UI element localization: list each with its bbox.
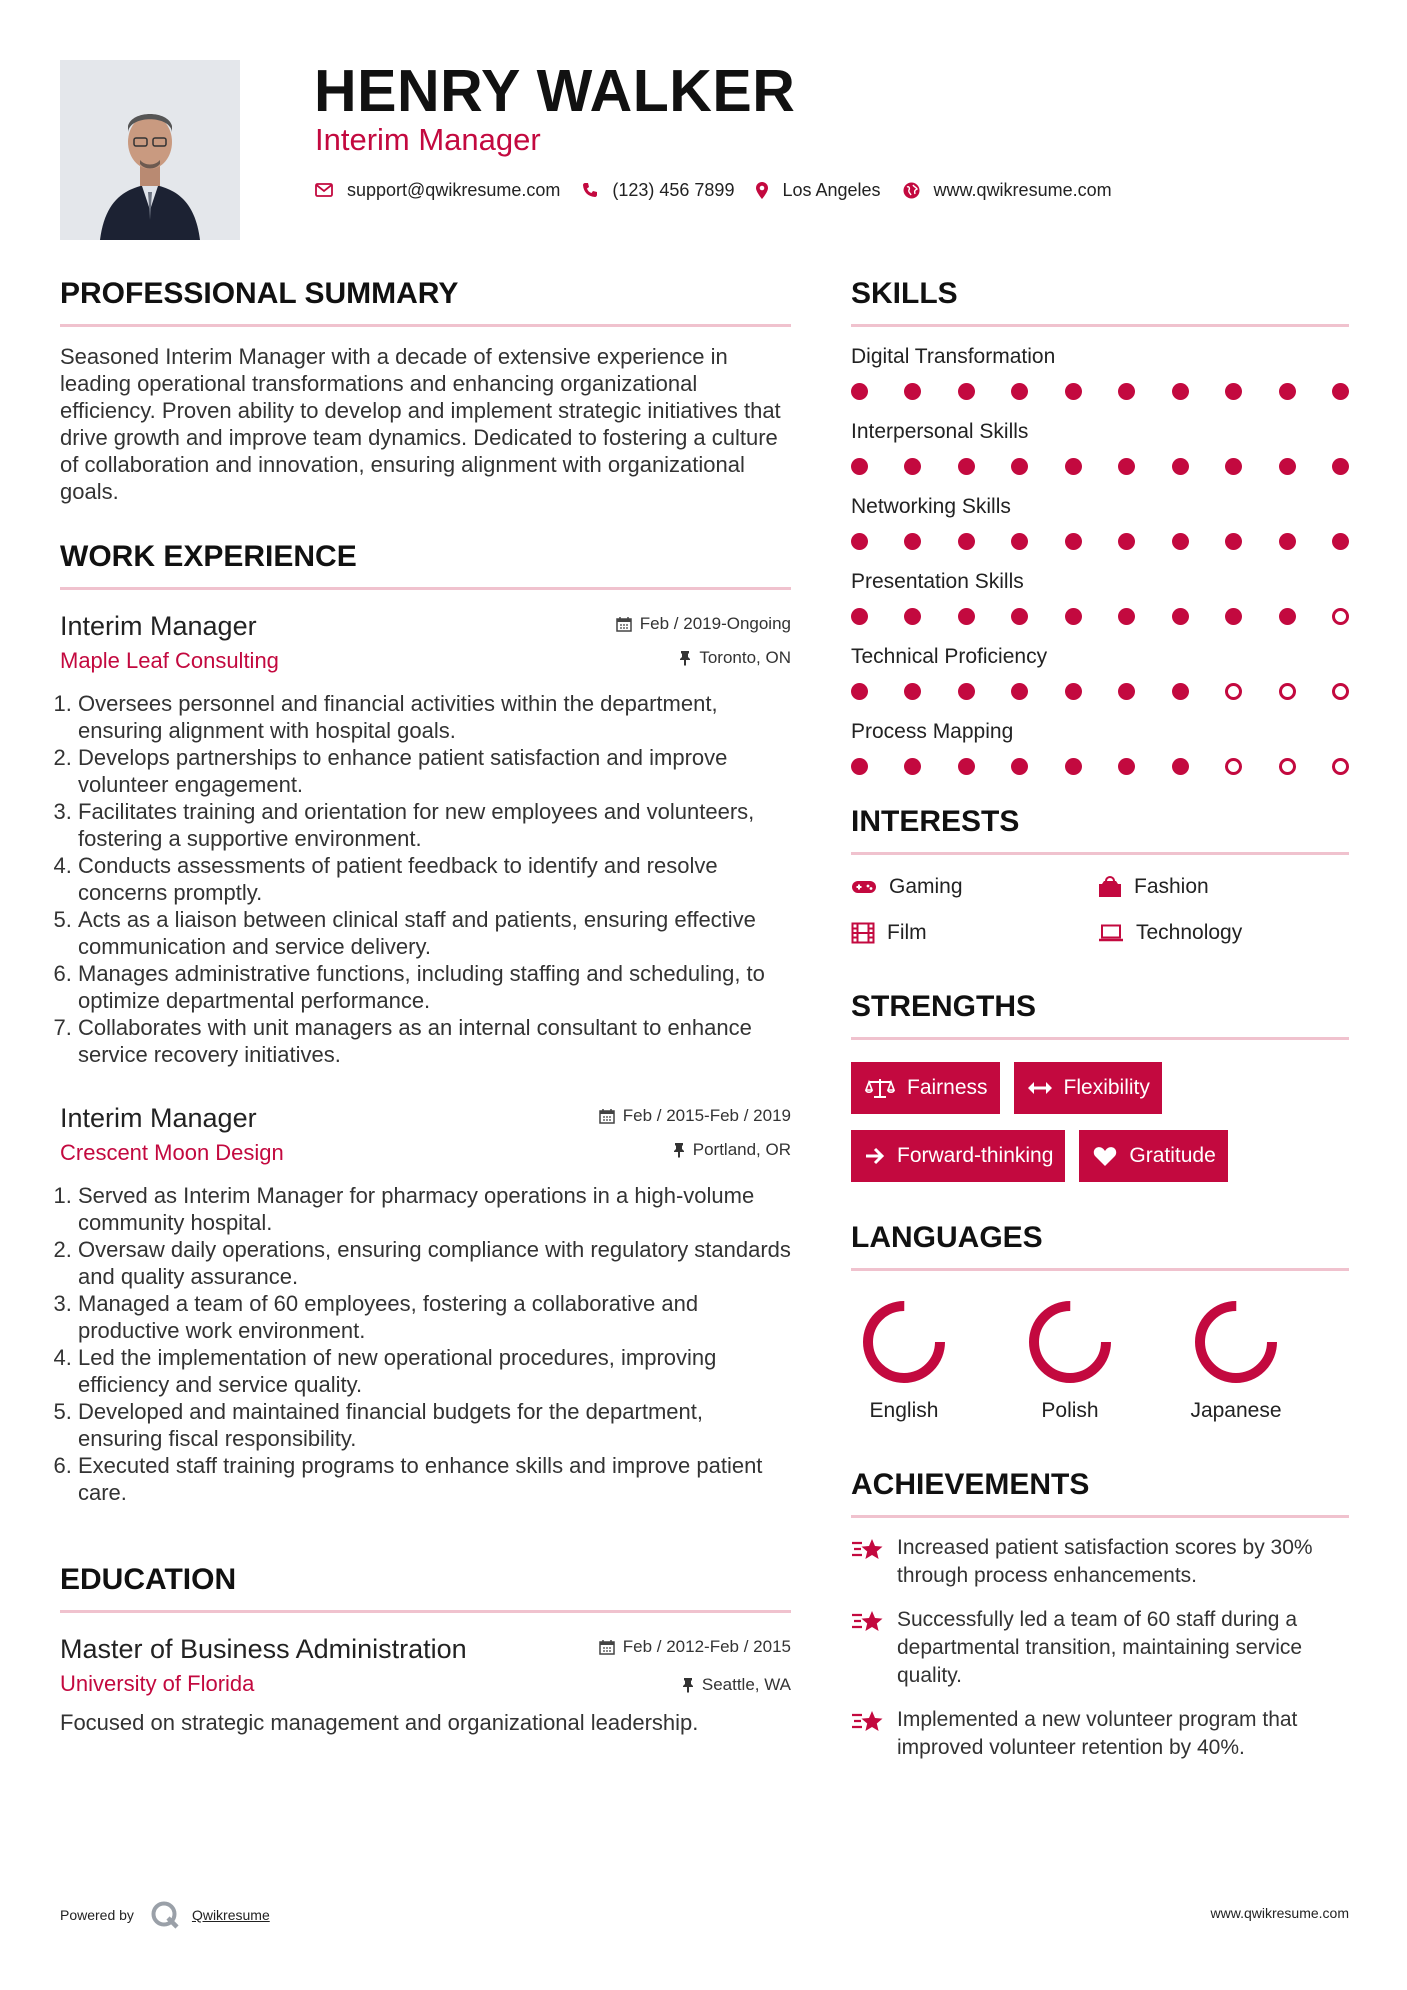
interests-heading: INTERESTS [851, 805, 1020, 838]
job-location-text: Portland, OR [692, 1140, 791, 1159]
rating-dot-filled [1065, 683, 1082, 700]
achievement-text: Increased patient satisfaction scores by 30% through process enhancements. [897, 1536, 1313, 1587]
film-icon [851, 922, 875, 944]
rating-dot-filled [1118, 683, 1135, 700]
interest-item [1098, 873, 1345, 901]
skill-rating [851, 606, 1349, 626]
strength-label: Gratitude [1129, 1144, 1216, 1167]
skill-item [851, 493, 1349, 551]
job-company: Crescent Moon Design [60, 1140, 284, 1165]
shooting-star-icon [851, 1608, 885, 1636]
rating-dot-filled [1279, 458, 1296, 475]
strength-label: Fairness [907, 1076, 988, 1099]
rating-dot-filled [851, 383, 868, 400]
phone-icon [582, 182, 598, 198]
skills-heading: SKILLS [851, 277, 958, 310]
rating-dot-filled [1011, 608, 1028, 625]
envelope-icon [315, 183, 333, 197]
rating-dot-filled [958, 683, 975, 700]
skill-item [851, 343, 1349, 401]
rating-dot-filled [904, 758, 921, 775]
contact-phone[interactable] [582, 180, 734, 201]
language-level-arc [1200, 1306, 1272, 1378]
strength-label: Forward-thinking [897, 1144, 1054, 1167]
interest-label: Fashion [1134, 875, 1209, 898]
rating-dot-filled [1118, 383, 1135, 400]
rating-dot-filled [958, 608, 975, 625]
pushpin-icon [673, 1142, 685, 1158]
calendar-icon [599, 1108, 615, 1124]
skill-rating [851, 756, 1349, 776]
rating-dot-filled [904, 458, 921, 475]
left-column [60, 276, 791, 1736]
section-divider [851, 852, 1349, 855]
pushpin-icon [682, 1677, 694, 1693]
languages-section [851, 1220, 1349, 1423]
strengths-list [851, 1062, 1349, 1198]
job-title: Interim Manager [60, 611, 257, 641]
right-column [851, 276, 1349, 1762]
rating-dot-filled [1065, 533, 1082, 550]
section-divider [851, 1037, 1349, 1040]
rating-dot-filled [958, 758, 975, 775]
arrow-right-icon [865, 1147, 885, 1165]
website-text: www.qwikresume.com [933, 179, 1112, 200]
job-title: Interim Manager [60, 1103, 257, 1133]
location-text: Los Angeles [782, 179, 881, 200]
rating-dot-filled [1172, 458, 1189, 475]
job-location-text: Toronto, ON [699, 648, 791, 667]
rating-dot-filled [1225, 383, 1242, 400]
skill-item [851, 568, 1349, 626]
contact-bar [315, 178, 1134, 202]
section-divider [60, 1610, 791, 1613]
candidate-role: Interim Manager [315, 122, 541, 157]
language-level-arc [868, 1306, 940, 1378]
job-location [679, 648, 791, 668]
skill-item [851, 643, 1349, 701]
language-item [1183, 1297, 1349, 1423]
rating-dot-filled [1011, 683, 1028, 700]
duty-item: 2. Oversaw daily operations, ensuring compliance with regulatory standards and quality assurance. [78, 1236, 791, 1290]
rating-dot-filled [1172, 383, 1189, 400]
rating-dot-empty [1225, 758, 1242, 775]
language-name: Polish [1041, 1399, 1099, 1422]
strength-chip [1079, 1130, 1227, 1182]
phone-text: (123) 456 7899 [612, 179, 735, 200]
education-location [682, 1675, 791, 1695]
achievement-text: Implemented a new volunteer program that improved volunteer retention by 40%. [897, 1708, 1298, 1759]
shooting-star-icon [851, 1536, 885, 1564]
strengths-heading: STRENGTHS [851, 990, 1037, 1023]
balance-scale-icon [865, 1077, 895, 1099]
skill-name: Process Mapping [851, 720, 1014, 743]
footer-website[interactable]: www.qwikresume.com [1210, 1905, 1349, 1921]
duty-item: 2. Develops partnerships to enhance patient satisfaction and improve volunteer engagement. [78, 744, 791, 798]
rating-dot-filled [904, 608, 921, 625]
rating-dot-filled [851, 458, 868, 475]
skill-item [851, 418, 1349, 476]
rating-dot-filled [958, 383, 975, 400]
interest-label: Gaming [889, 875, 963, 898]
rating-dot-empty [1332, 758, 1349, 775]
duty-item: 6. Manages administrative functions, including staffing and scheduling, to optimize departmental performance. [78, 960, 791, 1014]
email-text: support@qwikresume.com [347, 179, 561, 200]
shooting-star-icon [851, 1708, 885, 1736]
globe-icon [903, 182, 920, 199]
interest-item [851, 919, 1098, 947]
job-date-text: Feb / 2019-Ongoing [639, 614, 791, 633]
achievements-heading: ACHIEVEMENTS [851, 1468, 1090, 1501]
duty-item: 5. Acts as a liaison between clinical staff and patients, ensuring effective communication and service delivery. [78, 906, 791, 960]
interest-item [1098, 919, 1345, 947]
duty-item: 3. Managed a team of 60 employees, fostering a collaborative and productive work environment. [78, 1290, 791, 1344]
rating-dot-filled [1118, 608, 1135, 625]
contact-website[interactable] [903, 180, 1112, 201]
language-item [1017, 1297, 1183, 1423]
rating-dot-filled [1118, 758, 1135, 775]
skills-section [851, 276, 1349, 776]
map-marker-icon [756, 182, 768, 199]
rating-dot-filled [1279, 533, 1296, 550]
rating-dot-filled [1172, 758, 1189, 775]
school-name: University of Florida [60, 1671, 255, 1696]
education-description: Focused on strategic management and organizational leadership. [60, 1710, 699, 1735]
achievement-item [851, 1606, 1349, 1690]
rating-dot-filled [1332, 383, 1349, 400]
duty-item: 7. Collaborates with unit managers as an internal consultant to enhance service recovery initiatives. [78, 1014, 791, 1068]
language-ring [859, 1297, 949, 1387]
interests-list [851, 873, 1349, 947]
interest-item [851, 873, 1098, 901]
education-heading: EDUCATION [60, 1563, 237, 1596]
rating-dot-filled [958, 533, 975, 550]
job-duties [60, 690, 791, 1068]
skill-name: Presentation Skills [851, 570, 1024, 593]
rating-dot-filled [1172, 683, 1189, 700]
duty-item: 4. Conducts assessments of patient feedback to identify and resolve concerns promptly. [78, 852, 791, 906]
footer-powered-by [60, 1900, 270, 1930]
skill-rating [851, 531, 1349, 551]
rating-dot-filled [1279, 383, 1296, 400]
qwikresume-logo-icon [150, 1900, 180, 1930]
rating-dot-filled [904, 533, 921, 550]
summary-heading: PROFESSIONAL SUMMARY [60, 277, 459, 310]
education-location-text: Seattle, WA [701, 1675, 791, 1694]
skill-name: Digital Transformation [851, 345, 1056, 368]
achievement-text: Successfully led a team of 60 staff during a departmental transition, maintaining service quality. [897, 1608, 1303, 1687]
strength-chip [851, 1130, 1065, 1182]
achievement-item [851, 1706, 1349, 1762]
rating-dot-empty [1332, 683, 1349, 700]
job-entry [60, 610, 791, 1068]
rating-dot-empty [1279, 683, 1296, 700]
rating-dot-filled [1118, 533, 1135, 550]
strengths-section [851, 989, 1349, 1198]
skills-list [851, 343, 1349, 776]
experience-heading: WORK EXPERIENCE [60, 540, 357, 573]
skill-name: Technical Proficiency [851, 645, 1048, 668]
language-name: Japanese [1190, 1399, 1282, 1422]
section-divider [60, 324, 791, 327]
languages-heading: LANGUAGES [851, 1221, 1043, 1254]
calendar-icon [599, 1639, 615, 1655]
rating-dot-filled [1065, 383, 1082, 400]
shopping-bag-icon [1098, 876, 1122, 898]
interests-section [851, 804, 1349, 947]
education-entry [60, 1633, 791, 1736]
rating-dot-filled [1172, 533, 1189, 550]
language-ring [1025, 1297, 1115, 1387]
section-divider [851, 1268, 1349, 1271]
rating-dot-filled [851, 758, 868, 775]
rating-dot-filled [1011, 458, 1028, 475]
rating-dot-filled [1332, 458, 1349, 475]
duty-item: 3. Facilitates training and orientation for new employees and volunteers, fostering a supportive environment. [78, 798, 791, 852]
skill-rating [851, 456, 1349, 476]
education-date-text: Feb / 2012-Feb / 2015 [622, 1637, 791, 1656]
rating-dot-filled [1065, 458, 1082, 475]
achievements-section [851, 1467, 1349, 1762]
heart-icon [1093, 1146, 1117, 1167]
language-item [851, 1297, 1017, 1423]
skill-name: Interpersonal Skills [851, 420, 1029, 443]
summary-text: Seasoned Interim Manager with a decade of extensive experience in leading operational transformations and enhancing organizational efficiency. Proven ability to develop and implement strategic initiatives that drive growth and improve team dynamics. Dedicated to fostering a culture of collaboration and innovation, ensuring alignment with organizational goals. [60, 344, 781, 504]
rating-dot-filled [1225, 458, 1242, 475]
language-level-arc [1034, 1306, 1106, 1378]
rating-dot-filled [1279, 608, 1296, 625]
rating-dot-filled [1011, 758, 1028, 775]
strength-chip [1014, 1062, 1162, 1114]
education-date [599, 1637, 791, 1657]
profile-photo [60, 60, 240, 240]
rating-dot-filled [1065, 608, 1082, 625]
skill-name: Networking Skills [851, 495, 1011, 518]
rating-dot-empty [1225, 683, 1242, 700]
job-date [616, 614, 791, 634]
rating-dot-filled [851, 533, 868, 550]
rating-dot-filled [1011, 533, 1028, 550]
rating-dot-empty [1332, 608, 1349, 625]
rating-dot-filled [904, 383, 921, 400]
brand-link[interactable]: Qwikresume [191, 1907, 270, 1923]
language-ring [1191, 1297, 1281, 1387]
gamepad-icon [851, 879, 877, 895]
section-divider [851, 1515, 1349, 1518]
rating-dot-filled [1011, 383, 1028, 400]
contact-location [756, 180, 880, 201]
arrows-horizontal-icon [1028, 1081, 1052, 1095]
interest-label: Technology [1136, 921, 1243, 944]
achievement-item [851, 1534, 1349, 1590]
rating-dot-empty [1279, 758, 1296, 775]
job-location [673, 1140, 791, 1160]
pushpin-icon [679, 650, 691, 666]
rating-dot-filled [904, 683, 921, 700]
education-section [60, 1562, 791, 1736]
section-divider [851, 324, 1349, 327]
contact-email[interactable] [315, 180, 560, 201]
rating-dot-filled [851, 608, 868, 625]
experience-section [60, 539, 791, 1506]
rating-dot-filled [1172, 608, 1189, 625]
rating-dot-filled [1332, 533, 1349, 550]
duty-item: 5. Developed and maintained financial budgets for the department, ensuring fiscal responsibility. [78, 1398, 791, 1452]
candidate-name: HENRY WALKER [314, 58, 796, 124]
duty-item: 1. Oversees personnel and financial activities within the department, ensuring alignment with hospital goals. [78, 690, 791, 744]
summary-section [60, 276, 791, 505]
skill-rating [851, 681, 1349, 701]
job-date-text: Feb / 2015-Feb / 2019 [622, 1106, 791, 1125]
powered-by-text: Powered by [60, 1907, 134, 1923]
job-date [599, 1106, 791, 1126]
section-divider [60, 587, 791, 590]
interest-label: Film [887, 921, 927, 944]
language-name: English [869, 1399, 939, 1422]
rating-dot-filled [958, 458, 975, 475]
job-duties [60, 1182, 791, 1506]
duty-item: 1. Served as Interim Manager for pharmacy operations in a high-volume community hospital. [78, 1182, 791, 1236]
rating-dot-filled [1065, 758, 1082, 775]
rating-dot-filled [1225, 533, 1242, 550]
skill-rating [851, 381, 1349, 401]
degree-title: Master of Business Administration [60, 1634, 467, 1664]
achievements-list [851, 1534, 1349, 1762]
job-entry [60, 1102, 791, 1506]
duty-item: 6. Executed staff training programs to enhance skills and improve patient care. [78, 1452, 791, 1506]
strength-chip [851, 1062, 1000, 1114]
job-company: Maple Leaf Consulting [60, 648, 279, 673]
strength-label: Flexibility [1063, 1076, 1150, 1099]
laptop-icon [1098, 924, 1124, 942]
rating-dot-filled [1225, 608, 1242, 625]
duty-item: 4. Led the implementation of new operational procedures, improving efficiency and service quality. [78, 1344, 791, 1398]
skill-item [851, 718, 1349, 776]
rating-dot-filled [1118, 458, 1135, 475]
languages-list [851, 1297, 1349, 1423]
calendar-icon [616, 616, 632, 632]
rating-dot-filled [851, 683, 868, 700]
